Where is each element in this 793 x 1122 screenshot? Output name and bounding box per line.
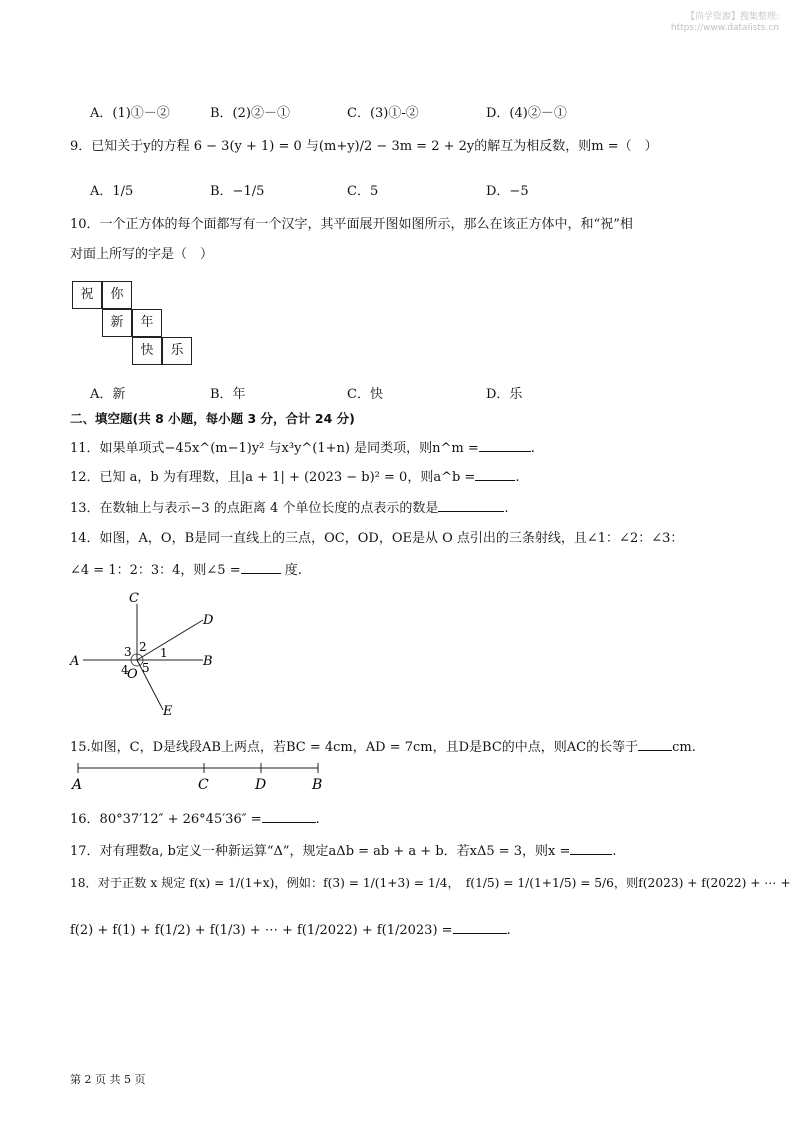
watermark (671, 12, 779, 34)
q16-text: 16．80°37′12″ + 26°45′36″ = (70, 812, 262, 827)
net-cell-kuai: 快 (132, 337, 162, 365)
q14-line-2 (70, 559, 302, 580)
label-b: B (203, 654, 213, 669)
angle-3-label: 3 (124, 645, 132, 659)
q14-angle-figure (65, 588, 225, 720)
q10-option-c: C．快 (347, 387, 383, 402)
q10-option-a: A．新 (90, 387, 126, 402)
page-footer: 第 2 页 共 5 页 (70, 1073, 146, 1086)
q8-option-b: B．(2)②－① (210, 106, 290, 121)
q16: 16．80°37′12″ + 26°45′36″ = . (70, 808, 320, 829)
q11-text: 11．如果单项式−45x^(m−1)y² 与x³y^(1+n) 是同类项，则n^m = (70, 441, 479, 456)
net-cell-ni: 你 (102, 281, 132, 309)
watermark-line-2: https://www.datalists.cn (670, 23, 779, 33)
section-2-title: 二、填空题(共 8 小题，每小题 3 分，合计 24 分) (70, 411, 355, 426)
q18-answer-blank[interactable] (453, 919, 507, 934)
q14-line-2-text: ∠4 = 1：2：3：4，则∠5 = (70, 563, 241, 578)
q9-option-d: D．−5 (486, 184, 529, 199)
q11: 11．如果单项式−45x^(m−1)y² 与x³y^(1+n) 是同类项，则n^m = . (70, 437, 535, 458)
ray-oe (137, 660, 163, 710)
label-d: D (203, 613, 214, 628)
q10-line-1: 10．一个正方体的每个面都写有一个汉字，其平面展开图如图所示，那么在该正方体中，和“祝”相 (70, 217, 633, 232)
q17-text: 17．对有理数a, b定义一种新运算“Δ”，规定aΔb = ab + a + b．若xΔ5 = 3，则x = (70, 844, 571, 859)
q15-segment-figure (68, 760, 338, 794)
q8-option-d: D．(4)②－① (486, 106, 567, 121)
angle-5-label: 5 (142, 661, 150, 675)
q14-unit: 度. (284, 563, 302, 578)
q11-answer-blank[interactable] (479, 437, 531, 452)
label-c: C (129, 591, 139, 606)
q17: 17．对有理数a, b定义一种新运算“Δ”，规定aΔb = ab + a + b．若xΔ5 = 3，则x = . (70, 840, 617, 861)
angle-4-label: 4 (121, 663, 129, 677)
q8-option-a: A．(1)①－② (90, 106, 170, 121)
angle-1-label: 1 (160, 646, 168, 660)
q15-answer-blank[interactable] (638, 736, 672, 751)
point-a-label: A (72, 777, 83, 793)
q14-answer-blank[interactable] (241, 559, 281, 574)
label-e: E (163, 704, 173, 719)
q9-option-a: A．1/5 (90, 184, 134, 199)
q15 (70, 736, 696, 757)
q18-line-2: f(2) + f(1) + f(1/2) + f(1/3) + ⋯ + f(1/2022) + f(1/2023) = . (70, 919, 511, 940)
q13-answer-blank[interactable] (438, 497, 504, 512)
q10-option-b: B．年 (210, 387, 246, 402)
label-a: A (70, 654, 80, 669)
point-c-label: C (198, 777, 209, 793)
q17-answer-blank[interactable] (570, 840, 612, 855)
q10-line-2: 对面上所写的字是（ ） (70, 247, 214, 262)
q13-text: 13．在数轴上与表示−3 的点距离 4 个单位长度的点表示的数是 (70, 501, 439, 516)
label-o: O (127, 667, 138, 682)
q18-line-1: 18．对于正数 x 规定 f(x) = 1/(1+x)，例如：f(3) = 1/(1+3) = 1/4， f(1/5) = 1/(1+1/5) = 5/6，则f(2023) + f(2022) + ⋯ + (70, 876, 791, 890)
q15-text: 15.如图，C，D是线段AB上两点，若BC = 4cm，AD = 7cm，且D是BC的中点，则AC的长等于 (70, 740, 639, 755)
q14-line-1: 14．如图，A，O，B是同一直线上的三点，OC，OD，OE是从 O 点引出的三条射线，且∠1：∠2：∠3： (70, 531, 684, 546)
q9-option-c: C．5 (347, 184, 379, 199)
q8-option-c: C．(3)①-② (347, 106, 419, 121)
net-cell-nian: 年 (132, 309, 162, 337)
q9-option-b: B．−1/5 (210, 184, 265, 199)
net-cell-le: 乐 (162, 337, 192, 365)
q10-option-d: D．乐 (486, 387, 523, 402)
net-cell-zhu: 祝 (72, 281, 102, 309)
q9-text: 9．已知关于y的方程 6 − 3(y + 1) = 0 与(m+y)/2 − 3m = 2 + 2y的解互为相反数，则m =（ ） (70, 139, 658, 154)
q12-answer-blank[interactable] (475, 466, 515, 481)
ray-od (137, 620, 203, 660)
net-cell-xin: 新 (102, 309, 132, 337)
point-b-label: B (312, 777, 323, 793)
angle-2-label: 2 (139, 640, 147, 654)
q15-unit: cm. (672, 740, 696, 755)
q13: 13．在数轴上与表示−3 的点距离 4 个单位长度的点表示的数是 . (70, 497, 509, 518)
q12: 12．已知 a，b 为有理数，且|a + 1| + (2023 − b)² = 0，则a^b = . (70, 466, 519, 487)
watermark-line-1: 【尚学资源】搜集整理: (685, 12, 779, 22)
q12-text: 12．已知 a，b 为有理数，且|a + 1| + (2023 − b)² = 0，则a^b = (70, 470, 476, 485)
q16-answer-blank[interactable] (262, 808, 316, 823)
q18-line-2-text: f(2) + f(1) + f(1/2) + f(1/3) + ⋯ + f(1/2022) + f(1/2023) = (70, 923, 453, 938)
point-d-label: D (255, 777, 267, 793)
